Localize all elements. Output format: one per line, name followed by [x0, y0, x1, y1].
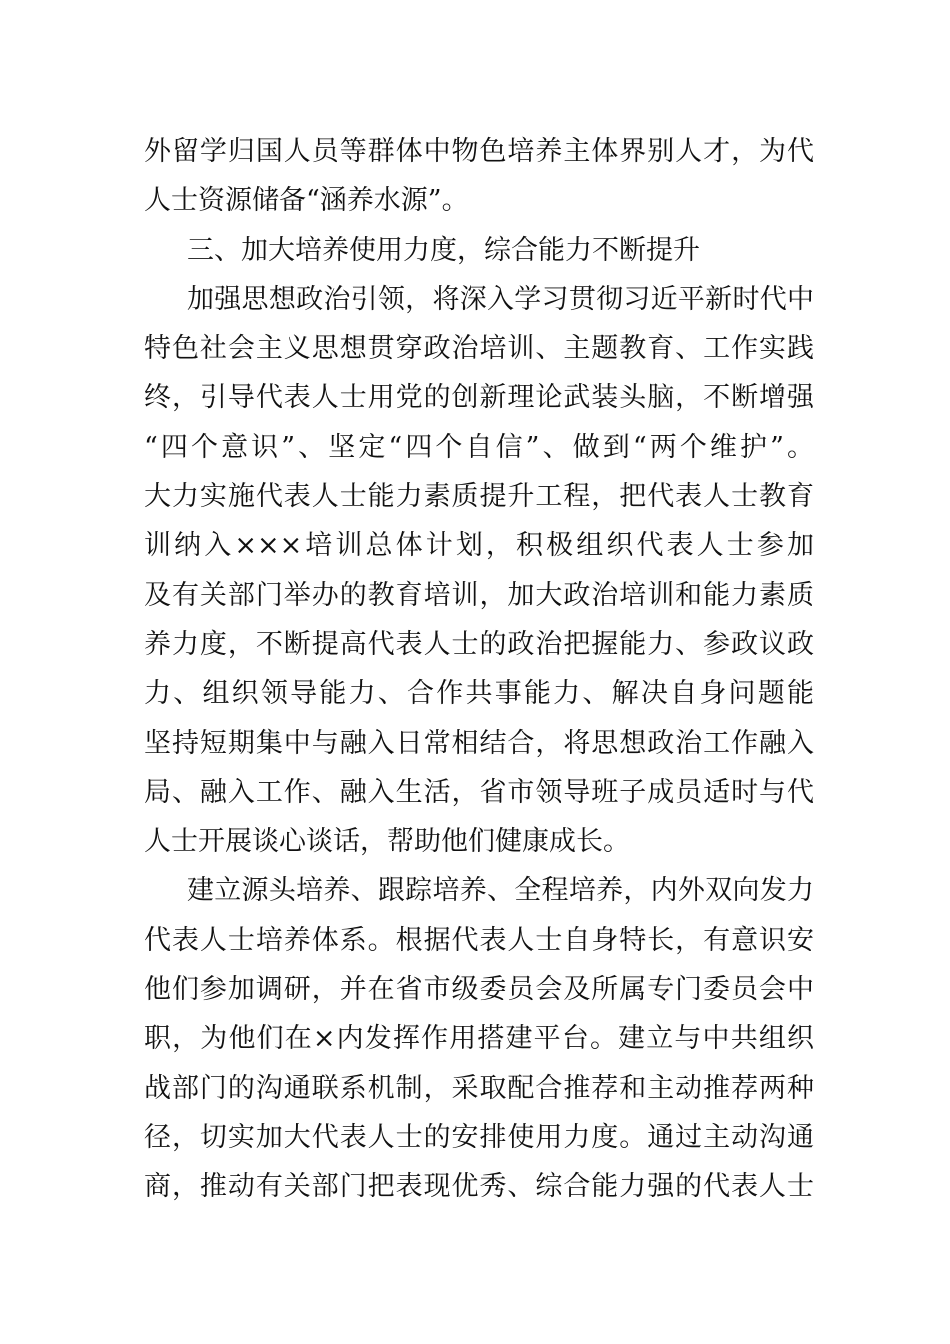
- text-line: 训纳入×××培训总体计划，积极组织代表人士参加: [144, 530, 814, 562]
- text-line: 外留学归国人员等群体中物色培养主体界别人才，为代: [144, 136, 814, 167]
- text-line: 养力度，不断提高代表人士的政治把握能力、参政议政: [144, 628, 814, 660]
- text-line: 建立源头培养、跟踪培养、全程培养，内外双向发力: [187, 875, 814, 907]
- text-line: 局、融入工作、融入生活，省市领导班子成员适时与代: [144, 776, 814, 808]
- text-line: 大力实施代表人士能力素质提升工程，把代表人士教育: [144, 481, 814, 513]
- text-line: 力、组织领导能力、合作共事能力、解决自身问题能: [144, 678, 814, 710]
- text-line: 三、加大培养使用力度，综合能力不断提升: [187, 234, 700, 266]
- text-line: 职，为他们在×内发挥作用搭建平台。建立与中共组织: [144, 1023, 814, 1055]
- text-line: 终，引导代表人士用党的创新理论武装头脑，不断增强: [144, 382, 814, 414]
- text-line: 及有关部门举办的教育培训，加大政治培训和能力素质: [144, 579, 814, 611]
- text-line: 加强思想政治引领，将深入学习贯彻习近平新时代中: [187, 283, 814, 315]
- body-text: [144, 127, 814, 1212]
- text-line: 他们参加调研，并在省市级委员会及所属专门委员会中: [144, 974, 814, 1006]
- text-line: 特色社会主义思想贯穿政治培训、主题教育、工作实践: [144, 333, 814, 365]
- text-line: 径，切实加大代表人士的安排使用力度。通过主动沟通: [144, 1121, 814, 1153]
- text-line: “四个意识”、坚定“四个自信”、做到“两个维护”。: [144, 431, 814, 463]
- text-line: 商，推动有关部门把表现优秀、综合能力强的代表人士: [144, 1171, 814, 1203]
- text-line: 战部门的沟通联系机制，采取配合推荐和主动推荐两种: [144, 1072, 814, 1104]
- text-line: 坚持短期集中与融入日常相结合，将思想政治工作融入: [144, 727, 814, 759]
- text-line: 人士资源储备“涵养水源”。: [144, 185, 469, 217]
- text-line: 人士开展谈心谈话，帮助他们健康成长。: [144, 826, 630, 858]
- text-line: 代表人士培养体系。根据代表人士自身特长，有意识安: [144, 924, 814, 956]
